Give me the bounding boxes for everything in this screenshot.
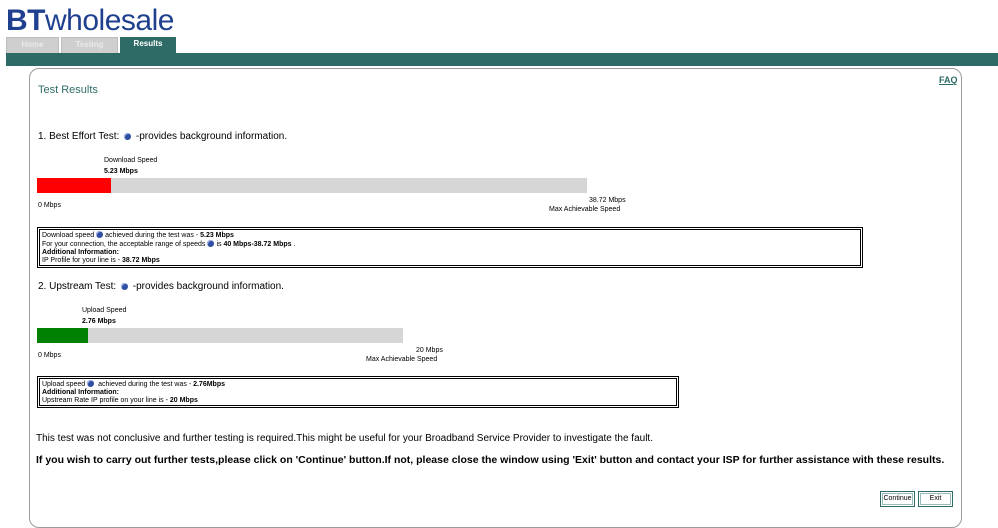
download-max-value: 38.72 Mbps (589, 197, 626, 204)
ip-profile-line: IP Profile for your line is - 38.72 Mbps (42, 257, 160, 264)
download-heading-label: 1. Best Effort Test: (38, 131, 120, 142)
info-icon[interactable] (124, 133, 131, 140)
upload-info-box (37, 376, 679, 408)
tab-home[interactable]: Home (6, 37, 59, 53)
upload-progress-fill (37, 328, 88, 343)
download-speed-label: Download Speed (104, 157, 158, 164)
tab-results[interactable]: Results (120, 37, 176, 54)
download-info-box (37, 227, 863, 268)
upload-section-heading (38, 281, 284, 292)
upload-speed-value: 2.76 Mbps (82, 318, 116, 325)
faq-link[interactable]: FAQ (939, 75, 958, 85)
upload-progress-track (37, 328, 403, 343)
additional-info-heading: Additional Information: (42, 249, 119, 256)
download-info-line: Download speed achieved during the test was - 5.23 Mbps (42, 232, 234, 239)
inconclusive-message: This test was not conclusive and further testing is required.This might be useful for your Broadband Service Provider to investigate the fault. (36, 433, 653, 444)
additional-info-heading: Additional Information: (42, 389, 119, 396)
download-section-heading (38, 131, 287, 142)
info-icon[interactable] (87, 380, 94, 387)
upload-info-line: Upload speed achieved during the test was - 2.76Mbps (42, 381, 225, 388)
continue-button[interactable]: Continue (880, 491, 915, 507)
page-title: Test Results (38, 84, 98, 96)
download-max-label: Max Achievable Speed (549, 206, 621, 213)
info-icon[interactable] (207, 240, 214, 247)
info-icon[interactable] (96, 231, 103, 238)
upload-heading-note: -provides background information. (132, 281, 284, 292)
upload-speed-label: Upload Speed (82, 307, 127, 314)
tab-testing[interactable]: Testing (61, 37, 118, 53)
download-heading-note: -provides background information. (135, 131, 288, 142)
download-min-label: 0 Mbps (38, 202, 61, 209)
upload-max-value: 20 Mbps (416, 347, 443, 354)
download-progress-fill (37, 178, 111, 193)
download-speed-value: 5.23 Mbps (104, 168, 138, 175)
download-range-line: For your connection, the acceptable range of speeds is 40 Mbps-38.72 Mbps . (42, 241, 296, 248)
upload-max-label: Max Achievable Speed (366, 356, 438, 363)
upload-heading-label: 2. Upstream Test: (38, 281, 117, 292)
exit-button[interactable]: Exit (918, 491, 953, 507)
upstream-profile-line: Upstream Rate IP profile on your line is - 20 Mbps (42, 397, 198, 404)
upload-min-label: 0 Mbps (38, 352, 61, 359)
download-progress-track (37, 178, 587, 193)
instruction-message: If you wish to carry out further tests,please click on 'Continue' button.If not, please close the window using 'Exit' button and contact your ISP for further assistance with these results. (36, 454, 945, 466)
bt-wholesale-logo: BTwholesale (6, 4, 174, 37)
header-band (6, 53, 998, 66)
info-icon[interactable] (121, 283, 128, 290)
